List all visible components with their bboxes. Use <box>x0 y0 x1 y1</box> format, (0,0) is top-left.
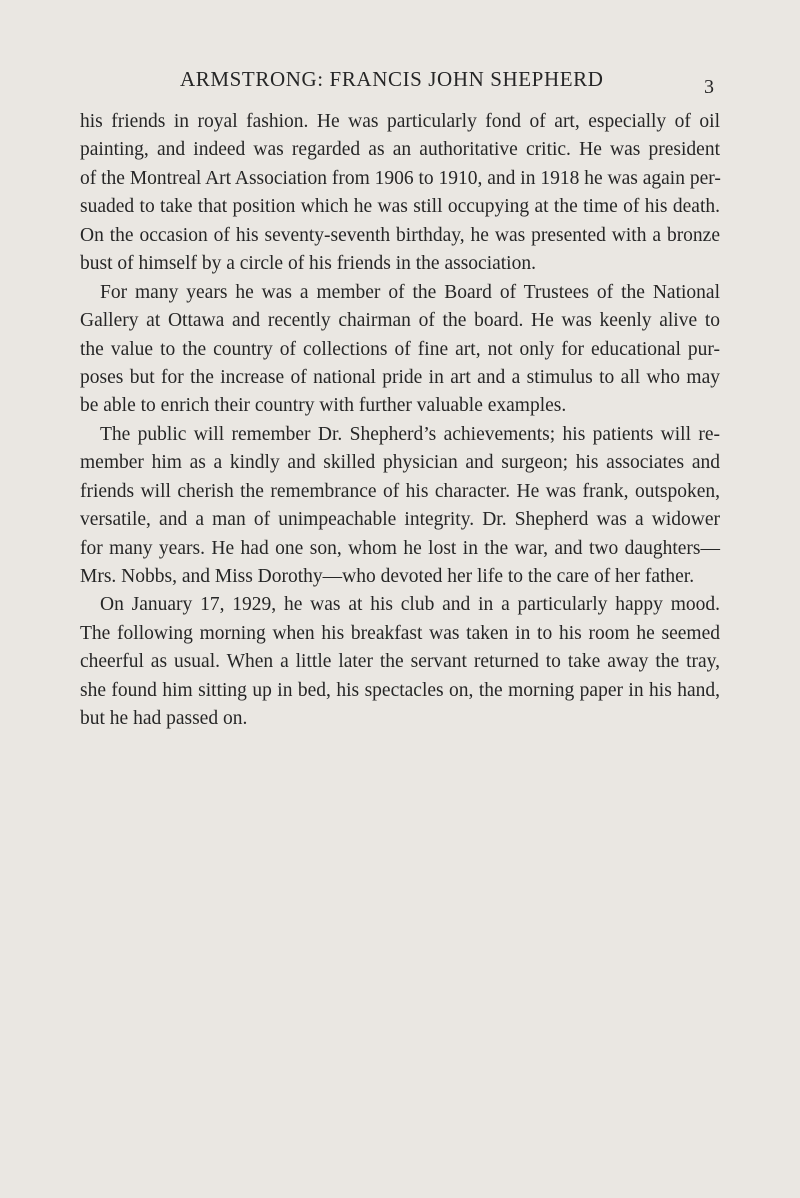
text-line: member him as a kindly and skilled physician and surgeon; his associates and <box>80 452 720 474</box>
text-line: The following morning when his breakfast was taken in to his room he seemed <box>80 622 720 644</box>
page-number: 3 <box>704 76 714 98</box>
paragraph-character <box>80 421 720 592</box>
text-line: cheerful as usual. When a little later the servant returned to take away the tray, <box>80 651 720 673</box>
body-text <box>80 108 720 734</box>
paragraph-death <box>80 591 720 733</box>
text-line: she found him sitting up in bed, his spectacles on, the morning paper in his hand, <box>80 679 720 701</box>
text-line: For many years he was a member of the Board of Trustees of the National <box>100 281 720 303</box>
text-line: On January 17, 1929, he was at his club and in a particularly happy mood. <box>100 594 720 616</box>
text-line: Mrs. Nobbs, and Miss Dorothy—who devoted her life to the care of her father. <box>80 566 695 587</box>
text-line: Gallery at Ottawa and recently chairman of the board. He was keenly alive to <box>80 310 720 332</box>
text-line: The public will remember Dr. Shepherd’s achievements; his patients will re- <box>100 423 720 445</box>
text-line: versatile, and a man of unimpeachable integrity. Dr. Shepherd was a widower <box>80 509 720 531</box>
text-line: for many years. He had one son, whom he lost in the war, and two daughters— <box>80 537 720 559</box>
text-line: the value to the country of collections of fine art, not only for educational pur- <box>80 338 720 360</box>
text-line: be able to enrich their country with further valuable examples. <box>80 395 567 417</box>
text-line: suaded to take that position which he was still occupying at the time of his death. <box>80 196 720 218</box>
text-line: bust of himself by a circle of his friends in the association. <box>80 253 536 275</box>
text-line: painting, and indeed was regarded as an authoritative critic. He was president <box>80 139 720 161</box>
paragraph-art-association <box>80 108 720 279</box>
text-line: his friends in royal fashion. He was particularly fond of art, especially of oil <box>80 111 720 132</box>
text-line: On the occasion of his seventy-seventh birthday, he was presented with a bronze <box>80 224 720 246</box>
text-line: of the Montreal Art Association from 1906 to 1910, and in 1918 he was again per- <box>80 167 721 189</box>
paragraph-national-gallery <box>80 279 720 421</box>
running-title: ARMSTRONG: FRANCIS JOHN SHEPHERD <box>180 67 604 91</box>
text-line: but he had passed on. <box>80 708 248 730</box>
running-head <box>0 64 800 98</box>
text-line: poses but for the increase of national pride in art and a stimulus to all who may <box>80 366 720 388</box>
text-line: friends will cherish the remembrance of his character. He was frank, outspoken, <box>80 480 720 502</box>
